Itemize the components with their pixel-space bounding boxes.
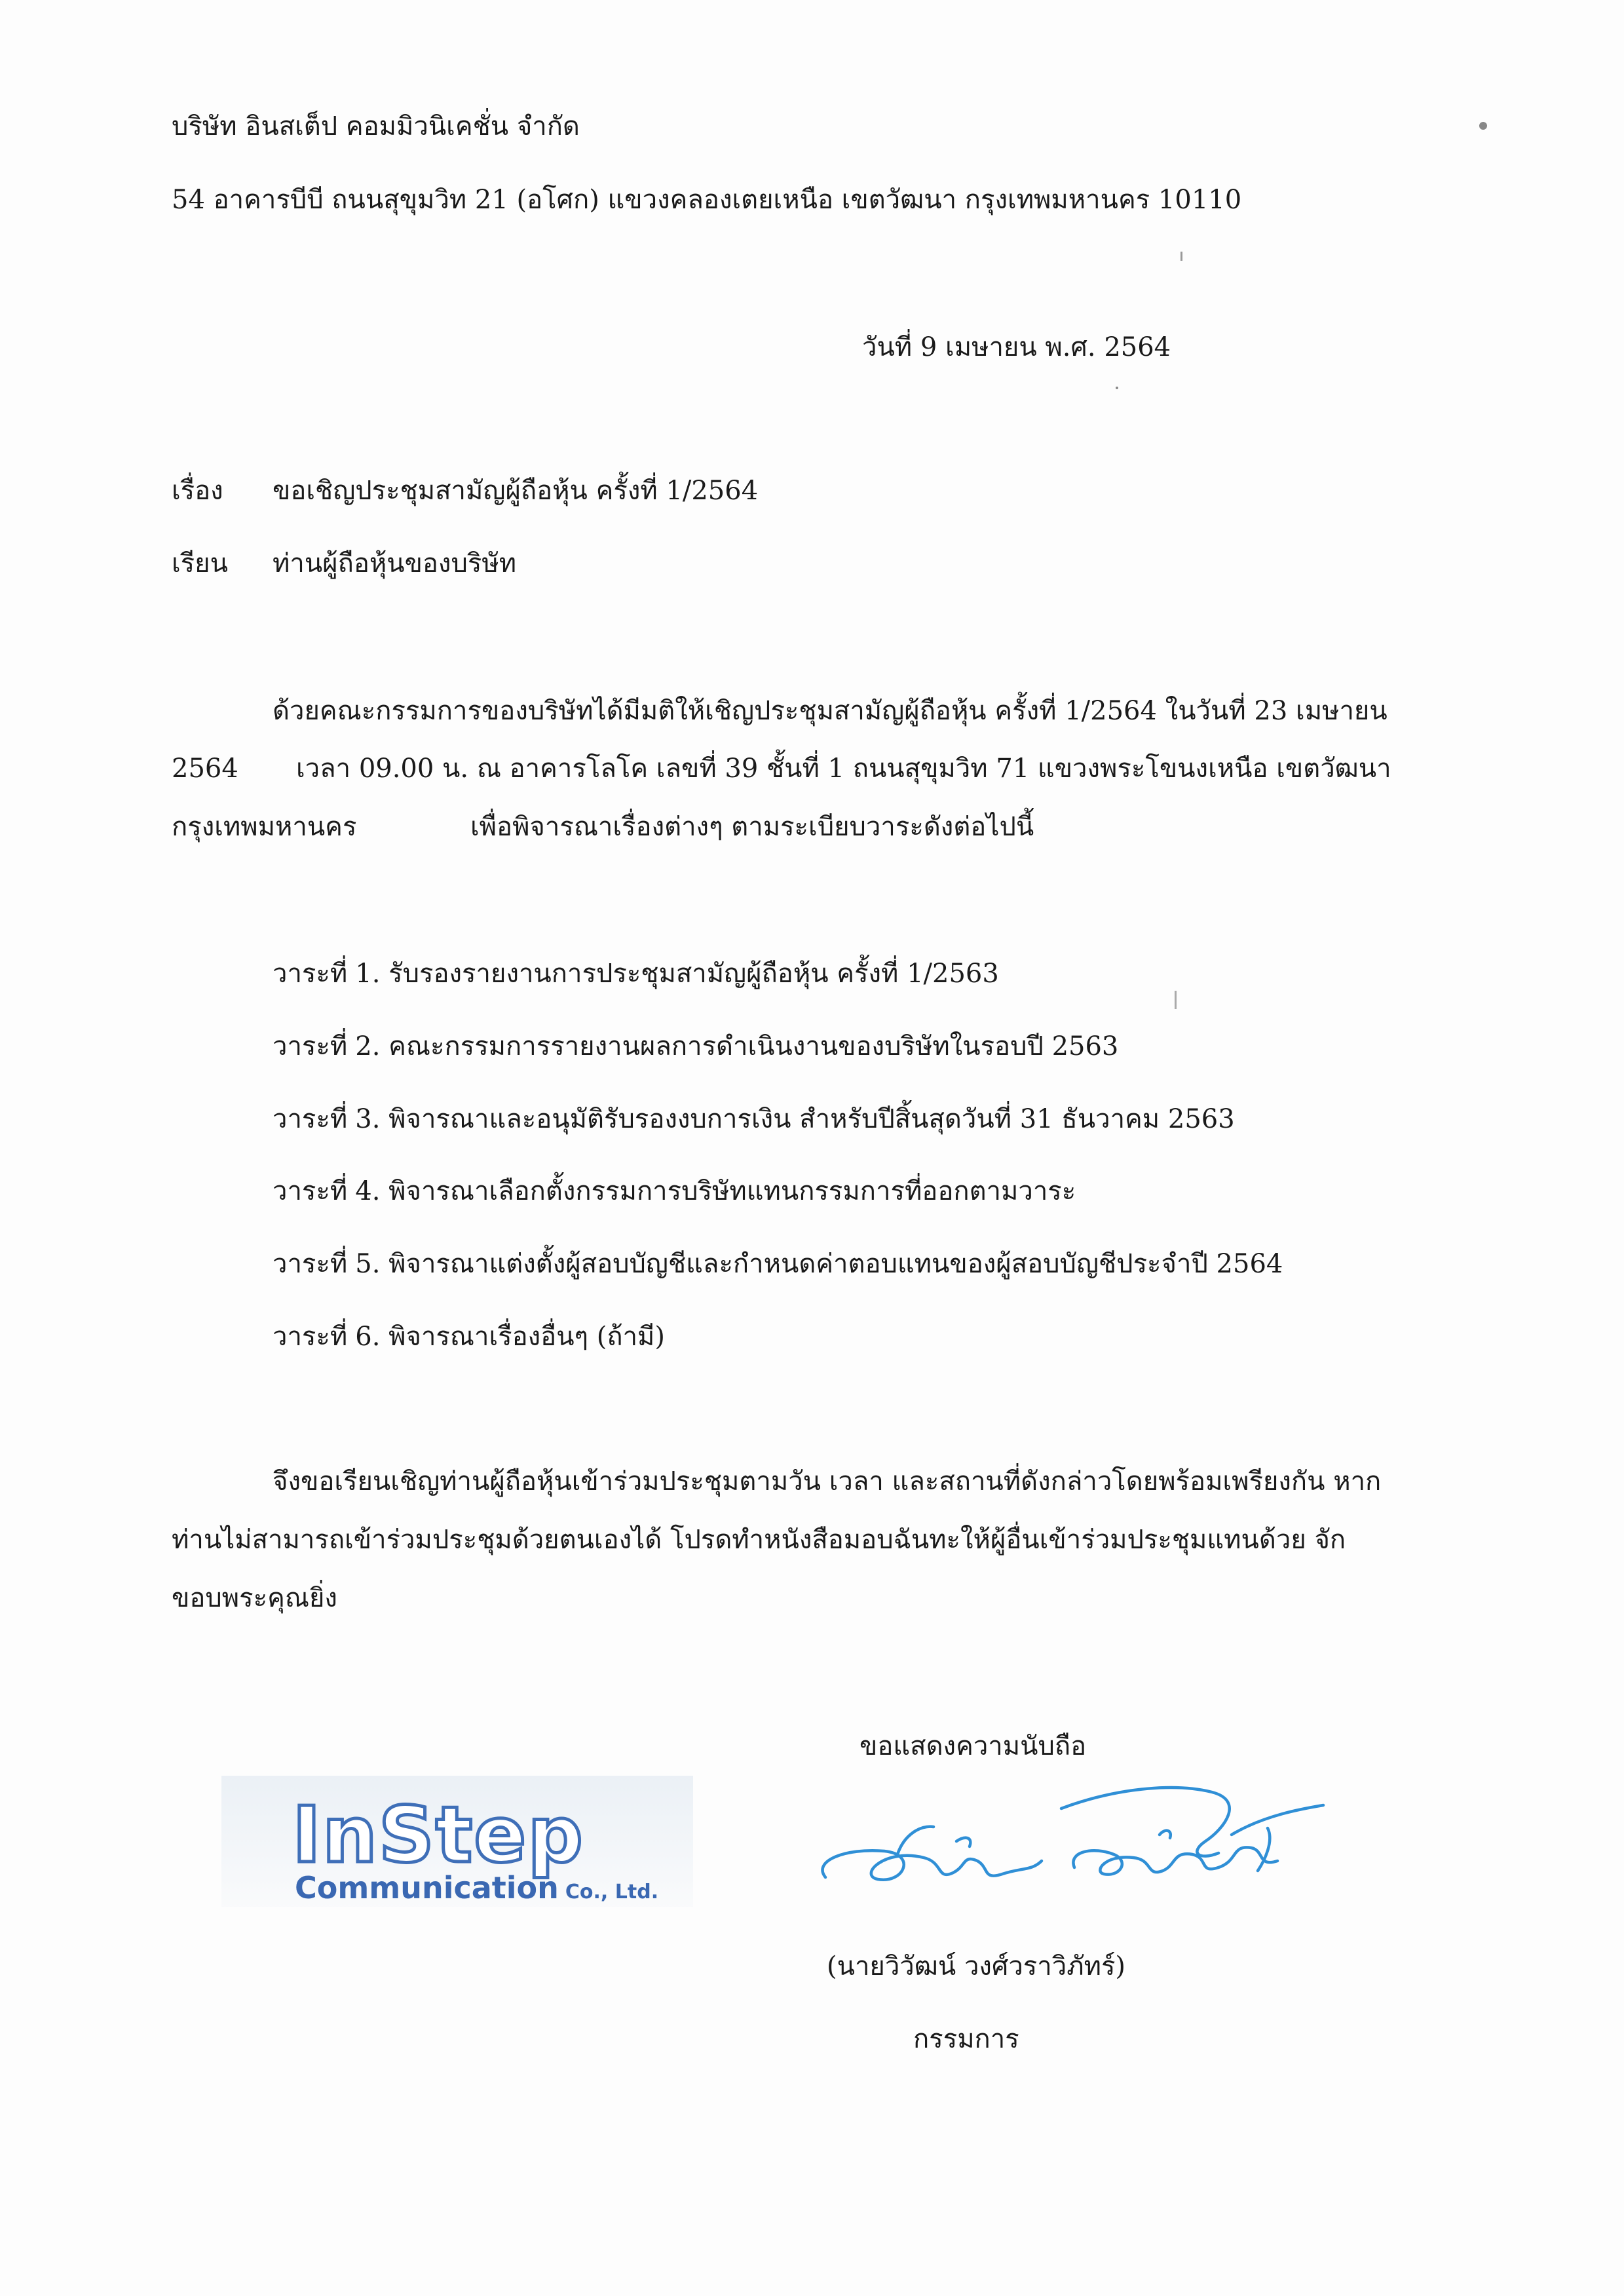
signatory-title: กรรมการ	[913, 2024, 1019, 2054]
agenda-item	[273, 1030, 1118, 1063]
agenda-item	[273, 1175, 1076, 1208]
agenda-label: วาระที่	[273, 1031, 348, 1062]
recipient-text: ท่านผู้ถือหุ้นของบริษัท	[273, 548, 517, 579]
sender-company: บริษัท อินสเต็ป คอมมิวนิเคชั่น จำกัด	[172, 111, 580, 142]
recipient-label: เรียน	[172, 548, 228, 579]
logo-main-text: InStep	[292, 1789, 584, 1880]
agenda-text: 2. คณะกรรมการรายงานผลการดำเนินงานของบริษัทในรอบปี 2563	[355, 1031, 1119, 1062]
agenda-label: วาระที่	[273, 959, 348, 989]
logo-suffix: Co., Ltd.	[565, 1881, 659, 1904]
subject-label: เรื่อง	[172, 476, 223, 506]
agenda-text: 3. พิจารณาและอนุมัติรับรองงบการเงิน สำหรับปีสิ้นสุดวันที่ 31 ธันวาคม 2563	[355, 1104, 1235, 1134]
signatory-name: (นายวิวัฒน์ วงศ์วราวิภัทร์)	[827, 1951, 1126, 1981]
signature-image	[806, 1763, 1343, 1913]
sender-address: 54 อาคารบีบี ถนนสุขุมวิท 21 (อโศก) แขวงคลองเตยเหนือ เขตวัฒนา กรุงเทพมหานคร 10110	[172, 185, 1242, 215]
agenda-item	[273, 1103, 1235, 1136]
agenda-text: 1. รับรองรายงานการประชุมสามัญผู้ถือหุ้น ครั้งที่ 1/2563	[355, 959, 999, 989]
intro-line-3a: กรุงเทพมหานคร	[172, 812, 357, 842]
intro-line-1: ด้วยคณะกรรมการของบริษัทได้มีมติให้เชิญประชุมสามัญผู้ถือหุ้น ครั้งที่ 1/2564 ในวันที่ 23 เมษายน	[273, 696, 1388, 726]
subject-text: ขอเชิญประชุมสามัญผู้ถือหุ้น ครั้งที่ 1/2564	[273, 476, 759, 506]
agenda-item	[273, 957, 999, 990]
regards-text: ขอแสดงความนับถือ	[859, 1731, 1087, 1761]
agenda-text: 6. พิจารณาเรื่องอื่นๆ (ถ้ามี)	[355, 1322, 665, 1352]
agenda-label: วาระที่	[273, 1176, 348, 1206]
scan-speck	[1116, 387, 1118, 389]
scan-speck	[1180, 252, 1182, 261]
closing-line-3: ขอบพระคุณยิ่ง	[172, 1583, 337, 1613]
intro-line-2b: เวลา 09.00 น. ณ อาคารโลโค เลขที่ 39 ชั้นที่ 1 ถนนสุขุมวิท 71 แขวงพระโขนงเหนือ เขตวัฒนา	[296, 754, 1391, 784]
closing-line-1: จึงขอเรียนเชิญท่านผู้ถือหุ้นเข้าร่วมประชุมตามวัน เวลา และสถานที่ดังกล่าวโดยพร้อมเพรียงกัน หาก	[273, 1466, 1382, 1497]
intro-line-2a: 2564	[172, 754, 238, 784]
logo-sub-text	[295, 1871, 658, 1909]
letter-date: วันที่ 9 เมษายน พ.ศ. 2564	[862, 332, 1171, 362]
agenda-text: 5. พิจารณาแต่งตั้งผู้สอบบัญชีและกำหนดค่าตอบแทนของผู้สอบบัญชีประจำปี 2564	[355, 1249, 1283, 1279]
closing-line-2: ท่านไม่สามารถเข้าร่วมประชุมด้วยตนเองได้ โปรดทำหนังสือมอบฉันทะให้ผู้อื่นเข้าร่วมประชุมแทนด้วย จัก	[172, 1525, 1346, 1555]
logo-sub-word: Communication	[295, 1870, 559, 1905]
intro-line-3b: เพื่อพิจารณาเรื่องต่างๆ ตามระเบียบวาระดังต่อไปนี้	[470, 812, 1034, 842]
agenda-label: วาระที่	[273, 1104, 348, 1134]
agenda-label: วาระที่	[273, 1249, 348, 1279]
agenda-label: วาระที่	[273, 1322, 348, 1352]
scan-speck	[1479, 122, 1487, 130]
company-logo	[221, 1776, 693, 1907]
agenda-item	[273, 1320, 665, 1353]
agenda-item	[273, 1248, 1283, 1280]
scan-speck	[1175, 991, 1177, 1009]
agenda-text: 4. พิจารณาเลือกตั้งกรรมการบริษัทแทนกรรมการที่ออกตามวาระ	[355, 1176, 1076, 1206]
